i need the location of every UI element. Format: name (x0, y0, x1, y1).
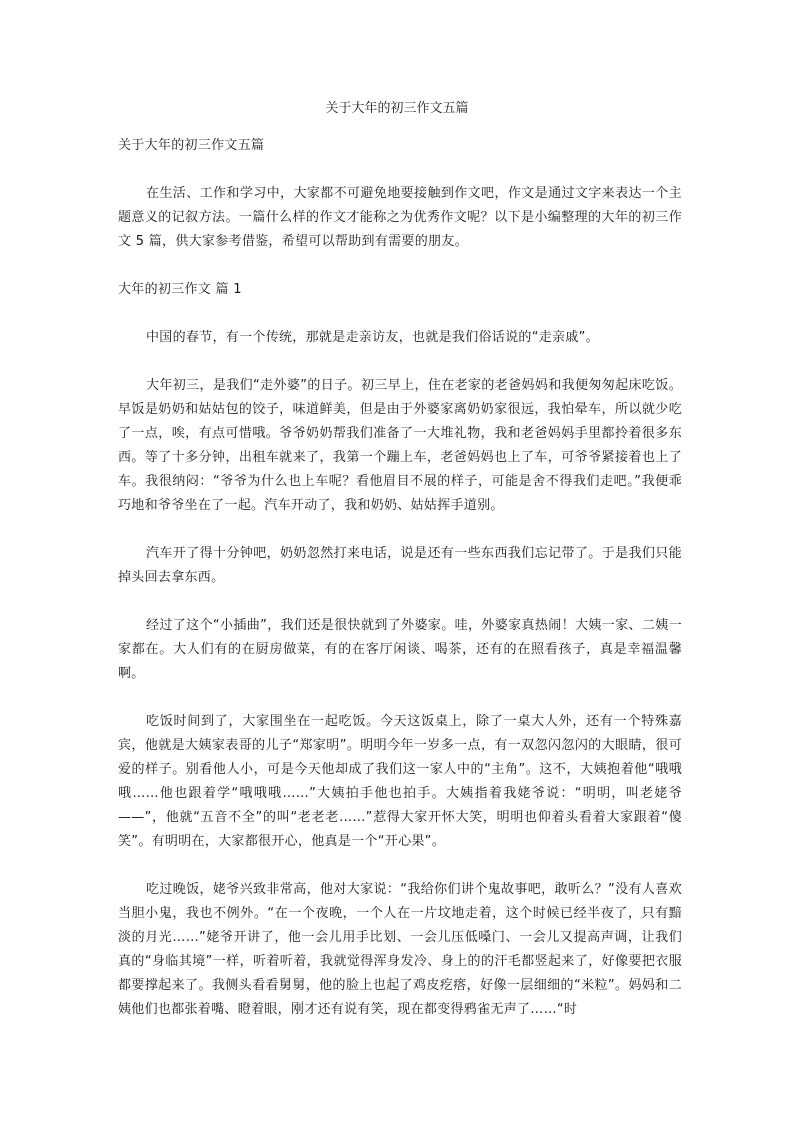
document-body (118, 134, 682, 1046)
body-paragraph: 大年初三，是我们“走外婆”的日子。初三早上，住在老家的老爸妈妈和我便匆匆起床吃饭。早饭是奶奶和姑姑包的饺子，味道鲜美，但是由于外婆家离奶奶家很远，我怕晕车，所以就少吃了一点，唉，有点可惜哦。爷爷奶奶帮我们准备了一大堆礼物，我和老爸妈妈手里都拎着很多东西。等了十多分钟，出租车就来了，我第一个蹦上车，老爸妈妈也上了车，可爷爷紧接着也上了车。我很纳闷：“爷爷为什么也上车呢？看他眉目不展的样子，可能是舍不得我们走吧。”我便乖巧地和爷爷坐在了一起。汽车开动了，我和奶奶、姑姑挥手道别。 (118, 378, 682, 513)
document-subtitle: 关于大年的初三作文五篇 (118, 138, 265, 153)
section-heading: 大年的初三作文 篇 1 (118, 282, 242, 297)
body-paragraph: 中国的春节，有一个传统，那就是走亲访友，也就是我们俗话说的“走亲戚”。 (146, 330, 599, 345)
intro-paragraph: 在生活、工作和学习中，大家都不可避免地要接触到作文吧，作文是通过文字来表达一个主题意义的记叙方法。一篇什么样的作文才能称之为优秀作文呢？以下是小编整理的大年的初三作文 5 篇，供大家参考借鉴，希望可以帮助到有需要的朋友。 (118, 186, 682, 249)
body-paragraph: 汽车开了得十分钟吧，奶奶忽然打来电话，说是还有一些东西我们忘记带了。于是我们只能掉头回去拿东西。 (118, 546, 682, 585)
body-paragraph: 吃过晚饭，姥爷兴致非常高，他对大家说：“我给你们讲个鬼故事吧，敢听么？”没有人喜欢当胆小鬼，我也不例外。“在一个夜晚，一个人在一片坟地走着，这个时候已经半夜了，只有黯淡的月光……”姥爷开讲了，他一会儿用手比划、一会儿压低嗓门、一会儿又提高声调，让我们真的“身临其境”一样，听着听着，我就觉得浑身发冷、身上的的汗毛都竖起来了，好像要把衣服都要撑起来了。我侧头看看舅舅，他的脸上也起了鸡皮疙瘩，好像一层细细的“米粒”。妈妈和二姨他们也都张着嘴、瞪着眼，刚才还有说有笑，现在都变得鸦雀无声了……“时 (118, 882, 682, 1017)
body-paragraph: 经过了这个“小插曲”，我们还是很快就到了外婆家。哇，外婆家真热闹！大姨一家、二姨一家都在。大人们有的在厨房做菜，有的在客厅闲谈、喝茶，还有的在照看孩子，真是幸福温馨啊。 (118, 618, 682, 681)
body-paragraph: 吃饭时间到了，大家围坐在一起吃饭。今天这饭桌上，除了一桌大人外，还有一个特殊嘉宾，他就是大姨家表哥的儿子“郑家明”。明明今年一岁多一点，有一双忽闪忽闪的大眼睛，很可爱的样子。别看他人小，可是今天他却成了我们这一家人中的“主角”。这不，大姨抱着他“哦哦哦……他也跟着学“哦哦哦……”大姨拍手他也拍手。大姨指着我姥爷说：“明明，叫老姥爷——”，他就“五音不全”的叫“老老老……”惹得大家开怀大笑，明明也仰着头看着大家跟着“傻笑”。有明明在，大家都很开心，他真是一个“开心果”。 (118, 714, 682, 849)
document-title: 关于大年的初三作文五篇 (325, 101, 469, 116)
